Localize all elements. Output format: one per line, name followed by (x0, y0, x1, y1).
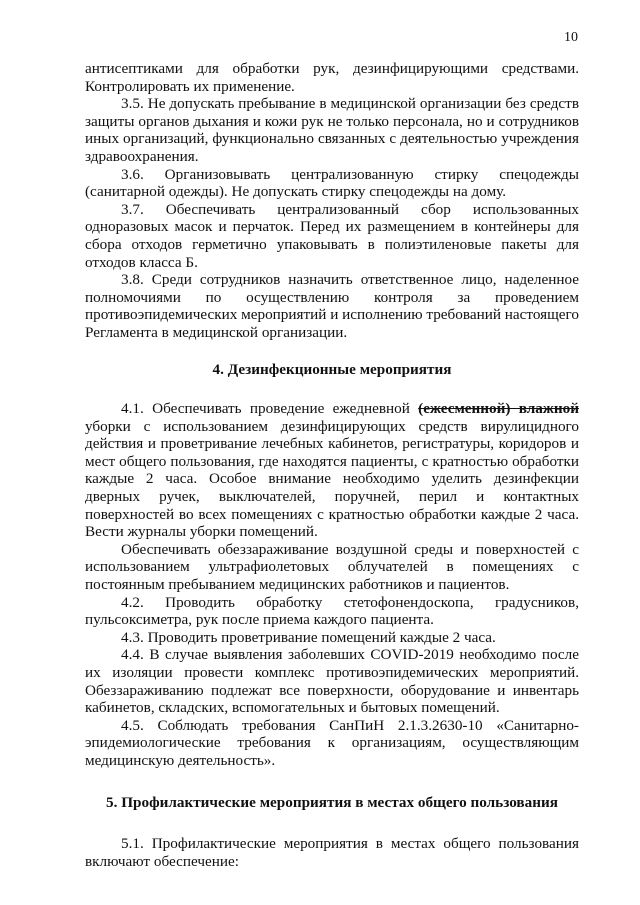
section-4-heading: 4. Дезинфекционные мероприятия (212, 360, 452, 378)
paragraph-4-1-start: 4.1. Обеспечивать проведение ежедневной (121, 400, 419, 418)
paragraph-4-3: 4.3. Проводить проветривание помещений каждые 2 часа. (121, 628, 496, 646)
paragraph-5-1: 5.1. Профилактические мероприятия в местах общего пользования включают обеспечение: (85, 835, 579, 870)
paragraph-3-7: 3.7. Обеспечивать централизованный сбор использованных одноразовых масок и перчаток. Перед их размещением в контейнеры для сбора отходов герметично упаковывать в полиэтиленовые пакеты для отходов класса Б. (85, 200, 579, 271)
paragraph-4-1-rest: уборки с использованием дезинфицирующих средств вирулицидного действия и проветривание лечебных кабинетов, регистратуры, коридоров и мест общего пользования, где находятся пациенты, с кратностью обработки каждые 2 часа. Особое внимание необходимо уделить дезинфекции дверных ручек, выключателей, поручней, перил и контактных поверхностей во всех помещениях с кратностью обработки каждые 2 часа. Вести журналы уборки помещений. (85, 417, 579, 541)
paragraph-4-4: 4.4. В случае выявления заболевших COVID-2019 необходимо после их изоляции провести комплекс противоэпидемических мероприятий. Обеззараживанию подлежат все поверхности, оборудование и инвентарь кабинетов, складских, вспомогательных и бытовых помещений. (85, 646, 579, 717)
paragraph-4-2: 4.2. Проводить обработку стетофонендоскопа, градусников, пульсоксиметра, рук после приема каждого пациента. (85, 593, 579, 629)
paragraph-4-1 (85, 400, 579, 541)
section-5-heading: 5. Профилактические мероприятия в местах общего пользования (106, 793, 558, 811)
paragraph-4-5: 4.5. Соблюдать требования СанПиН 2.1.3.2630-10 «Санитарно-эпидемиологические требования к организациям, осуществляющим медицинскую деятельность». (85, 716, 579, 769)
struck-text: (ежесменной) влажной (418, 400, 579, 418)
paragraph-3-4-continuation: антисептиками для обработки рук, дезинфицирующими средствами. Контролировать их применение. (85, 60, 579, 95)
paragraph-3-8: 3.8. Среди сотрудников назначить ответственное лицо, наделенное полномочиями по осуществлению контроля за проведением противоэпидемических мероприятий и исполнению требований настоящего Регламента в медицинской организации. (85, 271, 579, 341)
paragraph-3-6: 3.6. Организовывать централизованную стирку спецодежды (санитарной одежды). Не допускать стирку спецодежды на дому. (85, 165, 579, 201)
paragraph-3-5: 3.5. Не допускать пребывание в медицинской организации без средств защиты органов дыхания и кожи рук не только персонала, но и сотрудников иных организаций, функционально связанных с деятельностью учреждения здравоохранения. (85, 95, 579, 165)
page-number: 10 (564, 30, 578, 45)
paragraph-4-1-air-disinfection: Обеспечивать обеззараживание воздушной среды и поверхностей с использованием ультрафиолетовых облучателей в помещениях с постоянным пребыванием медицинских работников и пациентов. (85, 540, 579, 594)
document-body (85, 60, 579, 870)
